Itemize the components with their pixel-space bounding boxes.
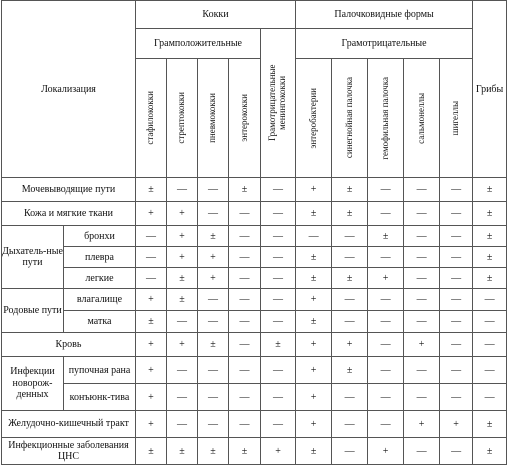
header-pseudomonas: синегнойная палочка	[332, 59, 368, 178]
value-cell: —	[404, 357, 440, 384]
value-cell: —	[368, 289, 404, 311]
value-cell: —	[198, 411, 229, 438]
value-cell: —	[440, 333, 473, 357]
value-cell: +	[167, 247, 198, 268]
row-label-newborn: Инфекции новорож-денных	[2, 357, 64, 411]
value-cell: —	[261, 226, 296, 247]
value-cell: —	[404, 178, 440, 202]
value-cell: —	[261, 311, 296, 333]
value-cell: +	[332, 333, 368, 357]
value-cell: ±	[473, 178, 507, 202]
value-cell: —	[404, 202, 440, 226]
header-enterococci: энтерококки	[229, 59, 261, 178]
header-haemophilus: гемофильная палочка	[368, 59, 404, 178]
value-cell: —	[332, 247, 368, 268]
value-cell: —	[404, 247, 440, 268]
value-cell: —	[368, 202, 404, 226]
value-cell: —	[440, 357, 473, 384]
value-cell: —	[440, 268, 473, 289]
value-cell: —	[440, 311, 473, 333]
value-cell: ±	[296, 202, 332, 226]
value-cell: +	[404, 411, 440, 438]
table-row	[2, 247, 507, 268]
value-cell: ±	[296, 268, 332, 289]
value-cell: ±	[167, 438, 198, 465]
value-cell: +	[296, 178, 332, 202]
header-salmonella: сальмонеллы	[404, 59, 440, 178]
value-cell: —	[229, 289, 261, 311]
value-cell: —	[229, 226, 261, 247]
value-cell: ±	[167, 268, 198, 289]
value-cell: —	[440, 384, 473, 411]
value-cell: +	[296, 333, 332, 357]
value-cell: —	[229, 384, 261, 411]
row-label-respiratory: Дыхатель-ные пути	[2, 226, 64, 289]
value-cell: —	[440, 247, 473, 268]
value-cell: ±	[332, 202, 368, 226]
value-cell: +	[368, 268, 404, 289]
value-cell: +	[261, 438, 296, 465]
table-row	[2, 289, 507, 311]
value-cell: +	[296, 411, 332, 438]
value-cell: —	[368, 178, 404, 202]
value-cell: —	[332, 226, 368, 247]
value-cell: ±	[261, 333, 296, 357]
value-cell: —	[332, 384, 368, 411]
value-cell: —	[368, 357, 404, 384]
value-cell: +	[368, 438, 404, 465]
table-row	[2, 311, 507, 333]
value-cell: —	[229, 247, 261, 268]
value-cell: +	[136, 357, 167, 384]
value-cell: —	[261, 411, 296, 438]
value-cell: +	[136, 289, 167, 311]
value-cell: ±	[198, 226, 229, 247]
value-cell: —	[167, 357, 198, 384]
value-cell: ±	[332, 357, 368, 384]
value-cell: —	[261, 289, 296, 311]
value-cell: ±	[229, 438, 261, 465]
value-cell: —	[332, 411, 368, 438]
value-cell: ±	[473, 226, 507, 247]
value-cell: ±	[136, 311, 167, 333]
value-cell: —	[440, 226, 473, 247]
value-cell: —	[136, 268, 167, 289]
value-cell: —	[440, 289, 473, 311]
value-cell: —	[261, 357, 296, 384]
row-label-urinary: Мочевыводящие пути	[2, 178, 136, 202]
value-cell: ±	[136, 178, 167, 202]
value-cell: —	[229, 333, 261, 357]
value-cell: —	[440, 438, 473, 465]
value-cell: +	[136, 411, 167, 438]
value-cell: —	[261, 247, 296, 268]
subrow-label-lungs: легкие	[64, 268, 136, 289]
value-cell: —	[473, 384, 507, 411]
value-cell: —	[229, 357, 261, 384]
value-cell: ±	[368, 226, 404, 247]
value-cell: ±	[473, 438, 507, 465]
value-cell: —	[229, 411, 261, 438]
value-cell: —	[229, 311, 261, 333]
value-cell: —	[473, 311, 507, 333]
value-cell: —	[229, 268, 261, 289]
value-cell: —	[167, 411, 198, 438]
subrow-label-pleura: плевра	[64, 247, 136, 268]
value-cell: ±	[473, 411, 507, 438]
value-cell: —	[167, 178, 198, 202]
table-row	[2, 333, 507, 357]
header-cocci: Кокки	[136, 1, 296, 29]
value-cell: —	[229, 202, 261, 226]
value-cell: —	[261, 268, 296, 289]
value-cell: —	[440, 178, 473, 202]
value-cell: ±	[473, 268, 507, 289]
header-enterobacteria: энтеробактерии	[296, 59, 332, 178]
table-row	[2, 202, 507, 226]
value-cell: +	[296, 289, 332, 311]
subrow-label-bronchi: бронхи	[64, 226, 136, 247]
value-cell: —	[440, 202, 473, 226]
value-cell: —	[261, 202, 296, 226]
table-row	[2, 357, 507, 384]
value-cell: +	[136, 202, 167, 226]
value-cell: ±	[296, 438, 332, 465]
header-staphylococci: стафилококки	[136, 59, 167, 178]
value-cell: —	[404, 384, 440, 411]
header-streptococci: стрептококки	[167, 59, 198, 178]
value-cell: ±	[296, 247, 332, 268]
value-cell: +	[167, 226, 198, 247]
value-cell: ±	[296, 311, 332, 333]
value-cell: +	[404, 333, 440, 357]
value-cell: ±	[229, 178, 261, 202]
value-cell: ±	[473, 202, 507, 226]
value-cell: +	[198, 268, 229, 289]
value-cell: —	[404, 311, 440, 333]
table-row	[2, 411, 507, 438]
value-cell: —	[198, 357, 229, 384]
subrow-label-uterus: матка	[64, 311, 136, 333]
header-rods: Палочковидные формы	[296, 1, 473, 29]
value-cell: —	[404, 289, 440, 311]
value-cell: +	[167, 202, 198, 226]
value-cell: —	[332, 438, 368, 465]
value-cell: —	[368, 311, 404, 333]
value-cell: —	[332, 311, 368, 333]
value-cell: +	[296, 384, 332, 411]
value-cell: —	[404, 226, 440, 247]
table-row	[2, 268, 507, 289]
value-cell: —	[198, 311, 229, 333]
value-cell: —	[261, 384, 296, 411]
value-cell: +	[136, 333, 167, 357]
value-cell: +	[167, 333, 198, 357]
table-row	[2, 178, 507, 202]
table-row	[2, 438, 507, 465]
value-cell: +	[198, 247, 229, 268]
row-label-blood: Кровь	[2, 333, 136, 357]
value-cell: ±	[136, 438, 167, 465]
value-cell: —	[368, 333, 404, 357]
row-label-cns: Инфекционные заболевания ЦНС	[2, 438, 136, 465]
value-cell: —	[368, 411, 404, 438]
subrow-label-umbilical: пупочная рана	[64, 357, 136, 384]
value-cell: ±	[332, 268, 368, 289]
value-cell: ±	[473, 247, 507, 268]
value-cell: —	[368, 247, 404, 268]
header-gram-positive: Грамположительные	[136, 29, 261, 59]
value-cell: —	[404, 268, 440, 289]
value-cell: —	[198, 384, 229, 411]
value-cell: +	[440, 411, 473, 438]
microbe-localization-table	[1, 0, 507, 465]
row-label-skin: Кожа и мягкие ткани	[2, 202, 136, 226]
header-pneumococci: пневмококки	[198, 59, 229, 178]
subrow-label-conjunctiva: конъюнк-тива	[64, 384, 136, 411]
value-cell: —	[136, 226, 167, 247]
value-cell: —	[198, 289, 229, 311]
value-cell: —	[473, 289, 507, 311]
value-cell: —	[296, 226, 332, 247]
value-cell: —	[368, 384, 404, 411]
row-label-gi: Желудочно-кишечный тракт	[2, 411, 136, 438]
header-gram-negative: Грамотрицательные	[296, 29, 473, 59]
row-label-genital: Родовые пути	[2, 289, 64, 333]
value-cell: —	[332, 289, 368, 311]
table-row	[2, 384, 507, 411]
header-shigella: шигеллы	[440, 59, 473, 178]
value-cell: —	[261, 178, 296, 202]
value-cell: +	[296, 357, 332, 384]
value-cell: —	[404, 438, 440, 465]
header-fungi: Грибы	[473, 1, 507, 178]
header-meningococci: Грамотрицательные менингококки	[261, 29, 296, 178]
value-cell: —	[473, 357, 507, 384]
value-cell: —	[473, 333, 507, 357]
value-cell: +	[136, 384, 167, 411]
value-cell: —	[198, 178, 229, 202]
value-cell: —	[167, 311, 198, 333]
header-localization: Локализация	[2, 1, 136, 178]
value-cell: —	[198, 202, 229, 226]
value-cell: ±	[332, 178, 368, 202]
value-cell: —	[167, 384, 198, 411]
value-cell: ±	[198, 333, 229, 357]
value-cell: ±	[198, 438, 229, 465]
value-cell: ±	[167, 289, 198, 311]
subrow-label-vagina: влагалище	[64, 289, 136, 311]
value-cell: —	[136, 247, 167, 268]
table-row	[2, 226, 507, 247]
